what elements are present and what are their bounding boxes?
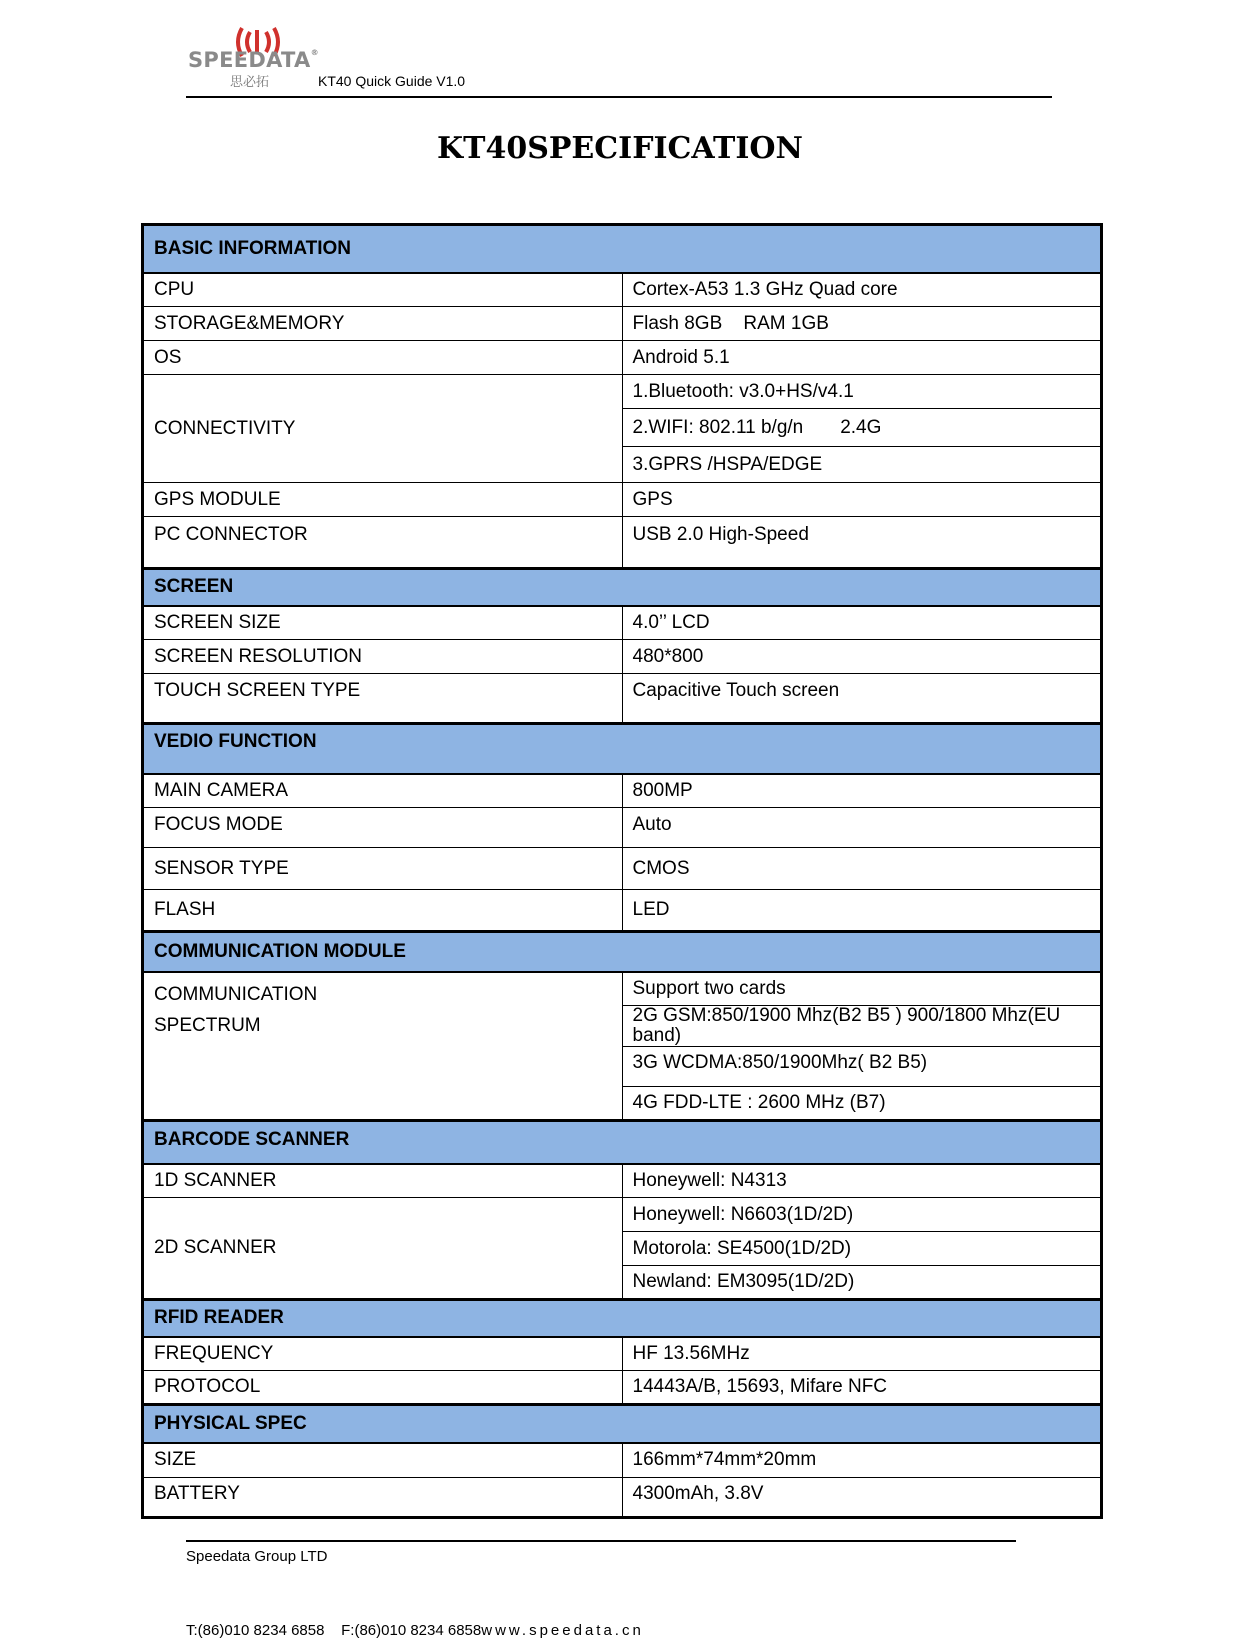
spec-label: SCREEN SIZE	[143, 606, 623, 640]
spec-value: USB 2.0 High-Speed	[622, 517, 1102, 569]
spec-value: 2G GSM:850/1900 Mhz(B2 B5 ) 900/1800 Mhz(EU band)	[622, 1006, 1102, 1047]
table-row	[143, 1198, 1102, 1232]
spec-value: Flash 8GB RAM 1GB	[622, 307, 1102, 341]
spec-value: GPS	[622, 483, 1102, 517]
spec-label-line: COMMUNICATION	[154, 983, 318, 1005]
header-doc-title: KT40 Quick Guide V1.0	[318, 73, 466, 89]
table-row	[143, 674, 1102, 724]
section-header-row	[143, 724, 1102, 774]
footer-fax: F:(86)010 8234 6858	[341, 1622, 482, 1639]
spec-label: FOCUS MODE	[143, 808, 623, 848]
table-row	[143, 273, 1102, 307]
spec-label: FLASH	[143, 890, 623, 932]
spec-value: LED	[622, 890, 1102, 932]
spec-label: CPU	[143, 273, 623, 307]
footer-divider	[186, 1540, 1016, 1542]
section-title: BARCODE SCANNER	[143, 1121, 1102, 1164]
spec-value: HF 13.56MHz	[622, 1337, 1102, 1371]
spec-value: 480*800	[622, 640, 1102, 674]
logo-text: SPEEDATA	[188, 48, 311, 72]
spec-value: 4G FDD-LTE : 2600 MHz (B7)	[622, 1087, 1102, 1121]
section-header-row	[143, 225, 1102, 273]
spec-value: Newland: EM3095(1D/2D)	[622, 1266, 1102, 1300]
spec-value: 3G WCDMA:850/1900Mhz( B2 B5)	[622, 1047, 1102, 1087]
spec-value: 4.0’’ LCD	[622, 606, 1102, 640]
spec-label: PROTOCOL	[143, 1371, 623, 1405]
spec-label: TOUCH SCREEN TYPE	[143, 674, 623, 724]
spec-value: Motorola: SE4500(1D/2D)	[622, 1232, 1102, 1266]
table-row	[143, 1337, 1102, 1371]
spec-value: 2.WIFI: 802.11 b/g/n 2.4G	[622, 409, 1102, 447]
spec-label: FREQUENCY	[143, 1337, 623, 1371]
table-row	[143, 1164, 1102, 1198]
spec-label: SIZE	[143, 1443, 623, 1478]
table-row	[143, 774, 1102, 808]
section-title: VEDIO FUNCTION	[143, 724, 1102, 774]
spec-label: PC CONNECTOR	[143, 517, 623, 569]
table-row	[143, 1443, 1102, 1478]
spec-value: 1.Bluetooth: v3.0+HS/v4.1	[622, 375, 1102, 409]
spec-value: Android 5.1	[622, 341, 1102, 375]
table-row	[143, 375, 1102, 409]
spec-value: Cortex-A53 1.3 GHz Quad core	[622, 273, 1102, 307]
section-header-row	[143, 569, 1102, 606]
spec-value: Auto	[622, 808, 1102, 848]
spec-label	[143, 972, 623, 1121]
spec-label: 2D SCANNER	[143, 1198, 623, 1300]
table-row	[143, 890, 1102, 932]
spec-value: 3.GPRS /HSPA/EDGE	[622, 447, 1102, 483]
section-title: RFID READER	[143, 1300, 1102, 1337]
table-row	[143, 1478, 1102, 1518]
table-row	[143, 808, 1102, 848]
spec-value: Capacitive Touch screen	[622, 674, 1102, 724]
spec-label: BATTERY	[143, 1478, 623, 1518]
table-row	[143, 517, 1102, 569]
table-row	[143, 606, 1102, 640]
spec-value: Honeywell: N6603(1D/2D)	[622, 1198, 1102, 1232]
spec-label: GPS MODULE	[143, 483, 623, 517]
spec-value: 800MP	[622, 774, 1102, 808]
section-header-row	[143, 932, 1102, 972]
table-row	[143, 483, 1102, 517]
footer-company: Speedata Group LTD	[186, 1548, 328, 1565]
spec-value: Support two cards	[622, 972, 1102, 1006]
spec-value: Honeywell: N4313	[622, 1164, 1102, 1198]
spec-value: CMOS	[622, 848, 1102, 890]
spec-table	[141, 223, 1103, 1519]
company-logo: SPEEDATA® 思必拓	[188, 22, 323, 90]
section-header-row	[143, 1121, 1102, 1164]
spec-label: SENSOR TYPE	[143, 848, 623, 890]
table-row	[143, 1371, 1102, 1405]
table-row	[143, 341, 1102, 375]
table-row	[143, 307, 1102, 341]
spec-label: STORAGE&MEMORY	[143, 307, 623, 341]
table-row	[143, 972, 1102, 1006]
section-title: BASIC INFORMATION	[143, 225, 1102, 273]
spec-label: MAIN CAMERA	[143, 774, 623, 808]
spec-label: OS	[143, 341, 623, 375]
spec-label: 1D SCANNER	[143, 1164, 623, 1198]
spec-value: 14443A/B, 15693, Mifare NFC	[622, 1371, 1102, 1405]
section-title: SCREEN	[143, 569, 1102, 606]
section-header-row	[143, 1300, 1102, 1337]
section-header-row	[143, 1405, 1102, 1443]
section-title: PHYSICAL SPEC	[143, 1405, 1102, 1443]
footer-contact	[186, 1622, 644, 1639]
page-title: KT40SPECIFICATION	[437, 131, 803, 166]
spec-label-line: SPECTRUM	[154, 1014, 261, 1036]
spec-value: 166mm*74mm*20mm	[622, 1443, 1102, 1478]
table-row	[143, 640, 1102, 674]
spec-value: 4300mAh, 3.8V	[622, 1478, 1102, 1518]
logo-subtext: 思必拓	[230, 74, 270, 89]
header-divider	[186, 96, 1052, 98]
spec-label: CONNECTIVITY	[143, 375, 623, 483]
footer-website: www.speedata.cn	[481, 1622, 644, 1639]
table-row	[143, 848, 1102, 890]
section-title: COMMUNICATION MODULE	[143, 932, 1102, 972]
spec-label: SCREEN RESOLUTION	[143, 640, 623, 674]
footer-phone: T:(86)010 8234 6858	[186, 1622, 325, 1639]
